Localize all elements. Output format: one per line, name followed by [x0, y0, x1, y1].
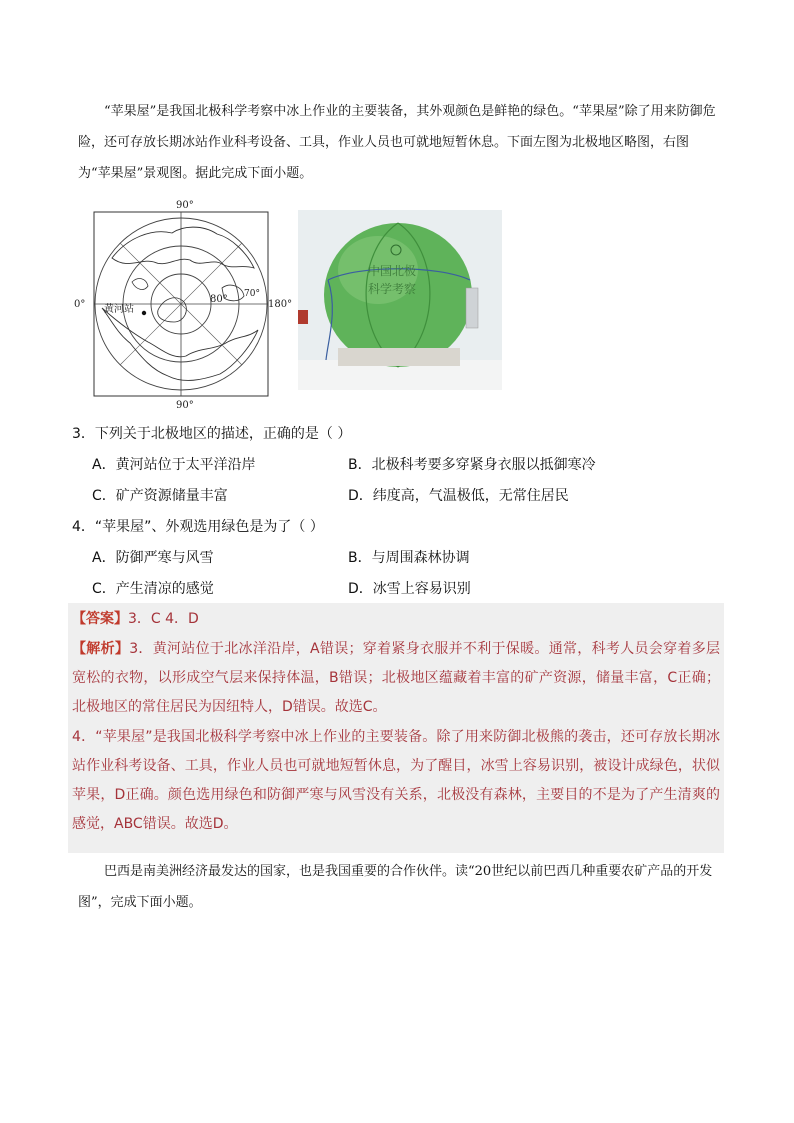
analysis-tag: 【解析】 — [72, 641, 130, 657]
analysis-paragraph-1 — [72, 635, 720, 722]
next-intro-paragraph: 巴西是南美洲经济最发达的国家，也是我国重要的合作伙伴。读“20世纪以前巴西几种重要农矿产品的开发图”，完成下面小题。 — [78, 864, 713, 910]
map-station-label: 黄河站 — [104, 304, 134, 315]
apple-house-photo — [298, 210, 502, 390]
answer-tag: 【答案】 — [72, 611, 128, 627]
question-4-stem: 4．“苹果屋”、外观选用绿色是为了（ ） — [72, 519, 324, 535]
arctic-map — [72, 198, 293, 411]
map-label-top: 90° — [176, 200, 194, 211]
question-3-option-d: D．纬度高，气温极低，无常住居民 — [348, 488, 569, 504]
answer-line — [72, 605, 724, 634]
analysis-paragraph-2: 4．“苹果屋”是我国北极科学考察中冰上作业的主要装备。除了用来防御北极熊的袭击，还可存放长期冰站作业科考设备、工具，作业人员也可就地短暂休息，为了醒目，冰雪上容易识别，被设计成绿色，状似苹果，D正确。颜色选用绿色和防御严寒与风雪没有关系，北极没有森林，主要目的不是为了产生清爽的感觉，ABC错误。故选D。 — [72, 729, 720, 832]
analysis-text-1: 3．黄河站位于北冰洋沿岸，A错误；穿着紧身衣服并不利于保暖。通常，科考人员会穿着多层宽松的衣物，以形成空气层来保持体温，B错误；北极地区蕴藏着丰富的矿产资源，储量丰富，C正确；北极地区的常住居民为因纽特人，D错误。故选C。 — [72, 641, 720, 715]
question-4-option-c: C．产生清凉的感觉 — [92, 581, 214, 597]
map-label-left: 0° — [74, 299, 86, 310]
intro-paragraph: “苹果屋”是我国北极科学考察中冰上作业的主要装备，其外观颜色是鲜艳的绿色。“苹果屋”除了用来防御危险，还可存放长期冰站作业科考设备、工具，作业人员也可就地短暂休息。下面左图为北极地区略图，右图为“苹果屋”景观图。据此完成下面小题。 — [78, 104, 716, 181]
question-3-option-a: A．黄河站位于太平洋沿岸 — [92, 457, 256, 473]
map-label-bottom: 90° — [176, 400, 194, 411]
question-4-option-b: B．与周围森林协调 — [348, 550, 470, 566]
answer-text: 3．C 4．D — [128, 611, 199, 627]
question-3-option-b: B．北极科考要多穿紧身衣服以抵御寒冷 — [348, 457, 596, 473]
map-label-right: 180° — [268, 299, 293, 310]
dome-text-line2: 科学考察 — [368, 282, 417, 296]
map-label-70: 70° — [244, 289, 260, 299]
map-label-80: 80° — [210, 294, 228, 305]
answer-analysis-block — [68, 603, 724, 853]
question-4-option-a: A．防御严寒与风雪 — [92, 550, 214, 566]
question-3-stem: 3．下列关于北极地区的描述，正确的是（ ） — [72, 426, 352, 442]
figure-row — [72, 198, 522, 410]
question-4-option-d: D．冰雪上容易识别 — [348, 581, 471, 597]
dome-text-line1: 中国北极 — [368, 264, 417, 278]
question-3-option-c: C．矿产资源储量丰富 — [92, 488, 228, 504]
